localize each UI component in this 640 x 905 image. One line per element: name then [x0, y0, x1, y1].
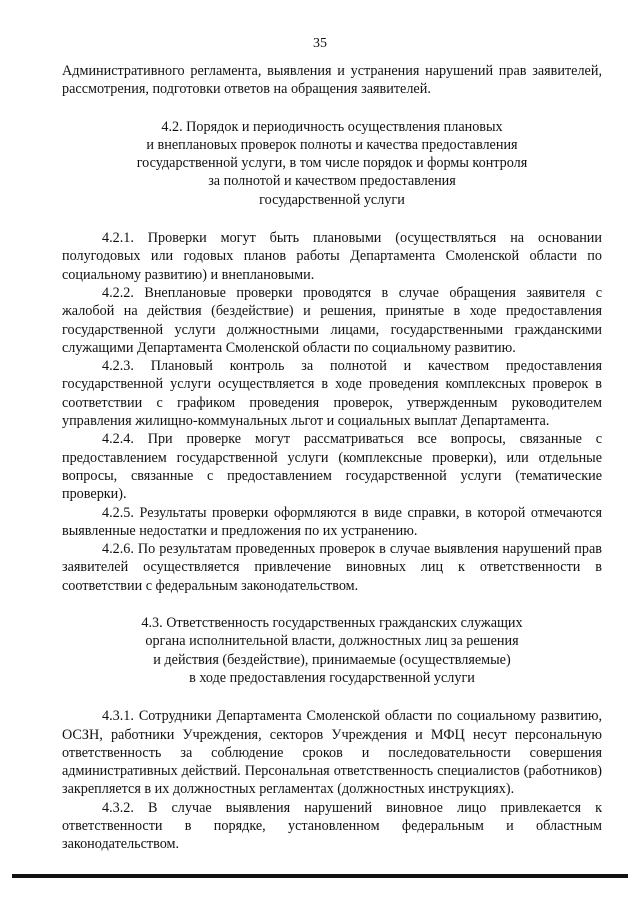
- paragraph-4-2-2: 4.2.2. Внеплановые проверки проводятся в случае обращения заявителя с жалобой на действия (бездействие) и решения, принятые в ходе предоставления государственной услуги должностными лицами, государственными гражданскими служащими Департамента Смоленской области по социальному развитию.: [62, 284, 602, 356]
- page-content: [62, 62, 602, 854]
- paragraph-4-2-1: 4.2.1. Проверки могут быть плановыми (осуществляться на основании полугодовых или годовых планов работы Департамента Смоленской области по социальному развитию) и внеплановыми.: [62, 230, 602, 283]
- heading-line: и действия (бездействие), принимаемые (осуществляемые): [153, 651, 511, 668]
- heading-line: за полнотой и качеством предоставления: [208, 173, 456, 190]
- heading-line: 4.2. Порядок и периодичность осуществления плановых: [161, 118, 503, 135]
- paragraph-4-3-1: 4.3.1. Сотрудники Департамента Смоленской области по социальному развитию, ОСЗН, работники Учреждения, секторов Учреждения и МФЦ несут персональную ответственность за соблюдение сроков и последовательности совершения административных действий. Персональная ответственность специалистов (работников) закрепляется в их должностных регламентах (должностных инструкциях).: [62, 708, 602, 798]
- heading-line: и внеплановых проверок полноты и качества предоставления: [146, 136, 518, 153]
- heading-line: государственной услуги: [259, 191, 405, 208]
- paragraph-4-2-3: 4.2.3. Плановый контроль за полнотой и качеством предоставления государственной услуги осуществляется в ходе проведения комплексных проверок в соответствии с графиком проведения проверок, утвержденным руководителем управления жилищно-коммунальных льгот и социальных выплат Департамента.: [62, 358, 602, 430]
- bottom-divider: [12, 874, 628, 878]
- intro-paragraph: Административного регламента, выявления и устранения нарушений прав заявителей, рассмотрения, подготовки ответов на обращения заявителей.: [62, 63, 602, 98]
- heading-line: в ходе предоставления государственной услуги: [189, 669, 475, 686]
- heading-line: органа исполнительной власти, должностных лиц за решения: [145, 633, 519, 650]
- paragraph-4-2-4: 4.2.4. При проверке могут рассматриваться все вопросы, связанные с предоставлением государственной услуги (комплексные проверки), или отдельные вопросы, связанные с предоставлением государственной услуги (тематические проверки).: [62, 431, 602, 503]
- heading-line: государственной услуги, в том числе порядок и формы контроля: [136, 155, 528, 172]
- paragraph-4-2-6: 4.2.6. По результатам проведенных проверок в случае выявления нарушений прав заявителей осуществляется привлечение виновных лиц к ответственности в соответствии с федеральным законодательством.: [62, 541, 602, 594]
- page-number: 35: [313, 36, 327, 51]
- section-4-3-heading: [62, 614, 602, 687]
- heading-line: 4.3. Ответственность государственных гражданских служащих: [141, 615, 523, 632]
- paragraph-4-3-2: 4.3.2. В случае выявления нарушений виновное лицо привлекается к ответственности в порядке, установленном федеральным и областным законодательством.: [62, 799, 602, 853]
- paragraph-4-2-5: 4.2.5. Результаты проверки оформляются в виде справки, в которой отмечаются выявленные недостатки и предложения по их устранению.: [62, 504, 602, 539]
- section-4-2-heading: [62, 118, 602, 209]
